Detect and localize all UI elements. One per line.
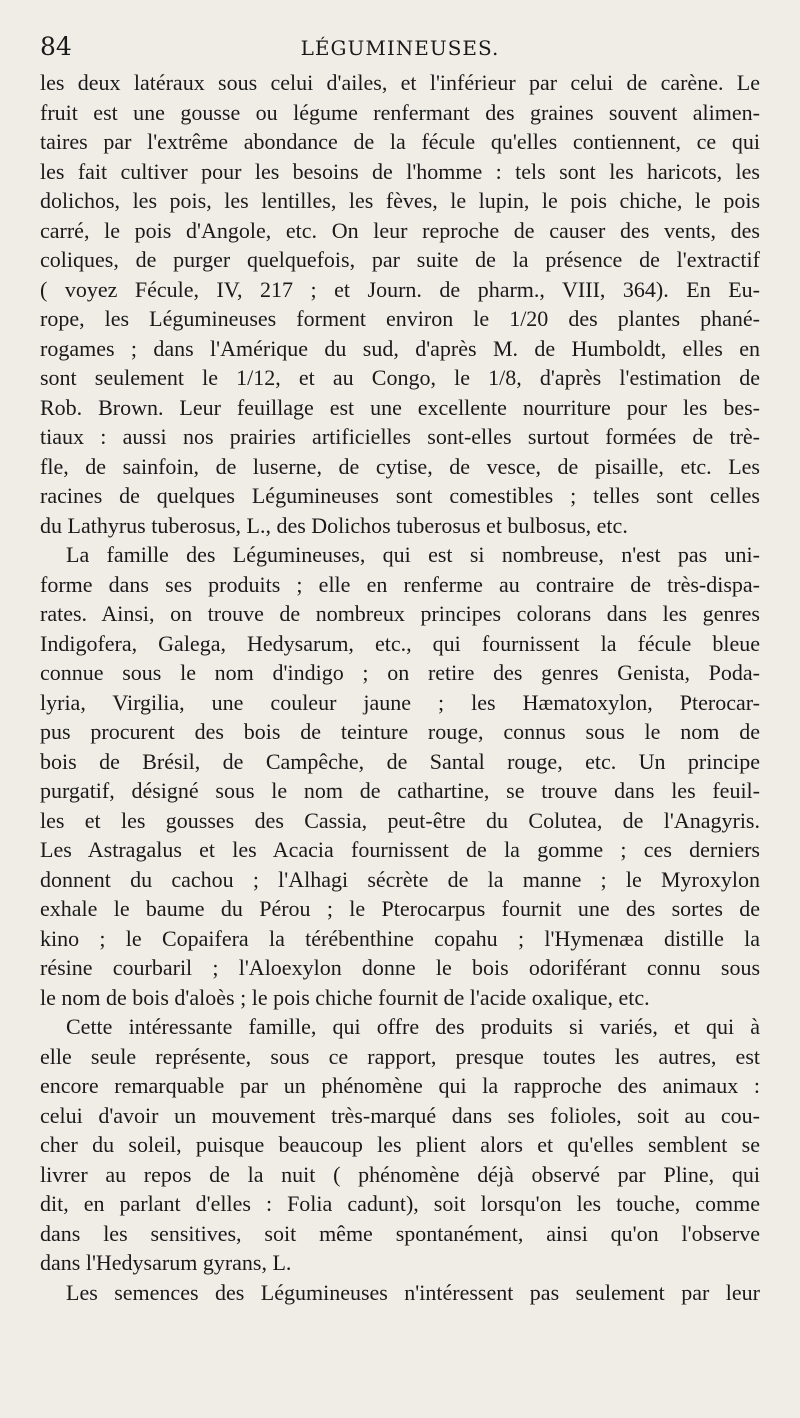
body-text [40,68,760,1307]
text-line: racines de quelques Légumineuses sont comestibles ; telles sont celles [40,483,760,508]
text-line: livrer au repos de la nuit ( phénomène déjà observé par Pline, qui [40,1161,760,1187]
text-line: encore remarquable par un phénomène qui la rapproche des animaux : [40,1073,760,1098]
text-line: exhale le baume du Pérou ; le Pterocarpus fournit une des sortes de [40,896,760,921]
text-line: dit, en parlant d'elles : Folia cadunt), soit lorsqu'on les touche, comme [40,1191,760,1216]
text-line: le nom de bois d'aloès ; le pois chiche fournit de l'acide oxalique, etc. [40,984,650,1010]
text-line: bois de Brésil, de Campêche, de Santal rouge, etc. Un principe [40,748,760,774]
text-line: donnent du cachou ; l'Alhagi sécrète de la manne ; le Myroxylon [40,866,760,892]
text-line: les et les gousses des Cassia, peut-être du Colutea, de l'Anagyris. [40,807,760,833]
text-line: lyria, Virgilia, une couleur jaune ; les Hæmatoxylon, Pterocar- [40,689,760,715]
text-line: les deux latéraux sous celui d'ailes, et l'inférieur par celui de carène. Le [40,70,760,95]
page-header [40,28,760,68]
text-line: ( voyez Fécule, IV, 217 ; et Journ. de pharm., VIII, 364). En Eu- [40,276,760,302]
text-line: Rob. Brown. Leur feuillage est une excellente nourriture pour les bes- [40,394,760,420]
text-line: Les Astragalus et les Acacia fournissent de la gomme ; ces derniers [40,837,760,862]
text-line: purgatif, désigné sous le nom de cathartine, se trouve dans les feuil- [40,778,760,803]
text-line: celui d'avoir un mouvement très-marqué dans ses folioles, soit au cou- [40,1102,760,1128]
text-line: résine courbaril ; l'Aloexylon donne le bois odoriférant connu sous [40,955,760,980]
text-line: forme dans ses produits ; elle en renferme au contraire de très-dispa- [40,571,760,597]
text-line: sont seulement le 1/12, et au Congo, le 1/8, d'après l'estimation de [40,365,760,390]
text-line: tiaux : aussi nos prairies artificielles sont-elles surtout formées de trè- [40,424,760,449]
text-line: dolichos, les pois, les lentilles, les fèves, le lupin, le pois chiche, le pois [40,188,760,213]
page-number: 84 [40,32,72,61]
text-line: dans l'Hedysarum gyrans, L. [40,1250,292,1275]
text-line: pus procurent des bois de teinture rouge, connus sous le nom de [40,719,760,744]
text-line: Les semences des Légumineuses n'intéressent pas seulement par leur [66,1279,760,1305]
text-line: rates. Ainsi, on trouve de nombreux principes colorans dans les genres [40,601,760,626]
text-line: coliques, de purger quelquefois, par suite de la présence de l'extractif [40,247,760,272]
text-line: dans les sensitives, soit même spontanément, ainsi qu'on l'observe [40,1220,760,1246]
text-line: taires par l'extrême abondance de la fécule qu'elles contiennent, ce qui [40,129,760,154]
text-line: carré, le pois d'Angole, etc. On leur reproche de causer des vents, des [40,217,760,243]
text-line: elle seule représente, sous ce rapport, presque toutes les autres, est [40,1043,760,1069]
text-line: Indigofera, Galega, Hedysarum, etc., qui fournissent la fécule bleue [40,630,760,656]
text-line: rogames ; dans l'Amérique du sud, d'après M. de Humboldt, elles en [40,335,760,361]
text-line: Cette intéressante famille, qui offre des produits si variés, et qui à [66,1014,760,1039]
text-line: cher du soleil, puisque beaucoup les plient alors et qu'elles semblent se [40,1132,760,1157]
text-line: fle, de sainfoin, de luserne, de cytise, de vesce, de pisaille, etc. Les [40,453,760,479]
text-line: connue sous le nom d'indigo ; on retire des genres Genista, Poda- [40,660,760,685]
text-line: La famille des Légumineuses, qui est si nombreuse, n'est pas uni- [66,542,760,567]
text-line: rope, les Légumineuses forment environ le 1/20 des plantes phané- [40,306,760,331]
text-line: fruit est une gousse ou légume renfermant des graines souvent alimen- [40,99,760,125]
text-line: du Lathyrus tuberosus, L., des Dolichos tuberosus et bulbosus, etc. [40,512,628,538]
text-line: kino ; le Copaifera la térébenthine copahu ; l'Hymenæa distille la [40,925,760,951]
running-title: LÉGUMINEUSES. [300,36,500,60]
text-line: les fait cultiver pour les besoins de l'homme : tels sont les haricots, les [40,158,760,184]
